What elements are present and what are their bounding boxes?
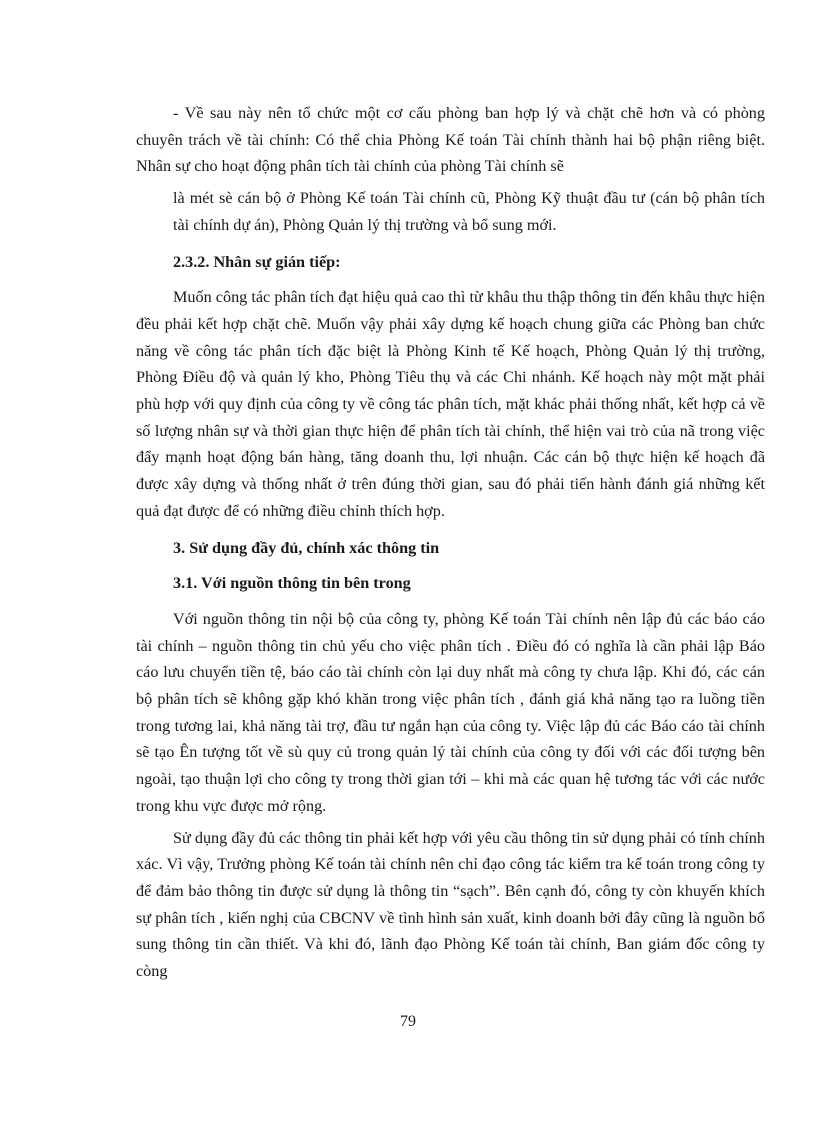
paragraph-accuracy: Sử dụng đầy đủ các thông tin phải kết hợp với yêu cầu thông tin sử dụng phải có tính chính xác. Vì vậy, Trưởng phòng Kế toán tài chính nên chỉ đạo công tác kiểm tra kế toán trong công ty để đảm bảo thông tin được sử dụng là thông tin “sạch”. Bên cạnh đó, công ty còn khuyến khích sự phân tích , kiến nghị của CBCNV về tình hình sản xuất, kinh doanh bởi đây cũng là nguồn bổ sung thông tin cần thiết. Và khi đó, lãnh đạo Phòng Kế toán tài chính, Ban giám đốc công ty còng <box>136 828 765 981</box>
paragraph-internal-reports: Với nguồn thông tin nội bộ của công ty, phòng Kế toán Tài chính nên lập đủ các báo cáo tài chính – nguồn thông tin chủ yếu cho việc phân tích . Điều đó có nghĩa là cần phải lập Báo cáo lưu chuyển tiền tệ, báo cáo tài chính còn lại duy nhất mà công ty chưa lập. Khi đó, các cán bộ phân tích sẽ không gặp khó khăn trong việc phân tích , đánh giá khả năng tạo ra luồng tiền trong tương lai, khả năng tài trợ, đầu tư ngắn hạn của công ty. Việc lập đủ các Báo cáo tài chính sẽ tạo Ên tượng tốt về sù quy củ trong quản lý tài chính của công ty đối với các đối tượng bên ngoài, tạo thuận lợi cho công ty trong thời gian tới – khi mà các quan hệ tương tác với các nước trong khu vực được mở rộng. <box>136 609 765 815</box>
paragraph-staff-sources: là mét sè cán bộ ở Phòng Kế toán Tài chính cũ, Phòng Kỹ thuật đầu tư (cán bộ phân tích tài chính dự án), Phòng Quản lý thị trường và bổ sung mới. <box>173 189 765 234</box>
page-number: 79 <box>400 1013 416 1030</box>
heading-use-information: 3. Sử dụng đầy đủ, chính xác thông tin <box>173 538 440 557</box>
paragraph-coordination: Muốn công tác phân tích đạt hiệu quả cao thì từ khâu thu thập thông tin đến khâu thực hiện đều phải kết hợp chặt chẽ. Muốn vậy phải xây dựng kế hoạch chung giữa các Phòng ban chức năng về công tác phân tích đặc biệt là Phòng Kinh tế Kế hoạch, Phòng Quản lý thị trường, Phòng Điều độ và quản lý kho, Phòng Tiêu thụ và các Chi nhánh. Kế hoạch này một mặt phải phù hợp với quy định của công ty về công tác phân tích, mặt khác phải thống nhất, kết hợp cả về số lượng nhân sự và thời gian thực hiện để phân tích tài chính, thể hiện vai trò của nã trong việc đẩy mạnh hoạt động bán hàng, tăng doanh thu, lợi nhuận. Các cán bộ thực hiện kế hoạch đã được xây dựng và thống nhất ở trên đúng thời gian, sau đó phải tiến hành đánh giá những kết quả đạt được để có những điều chỉnh thích hợp. <box>136 288 765 520</box>
heading-indirect-staff: 2.3.2. Nhân sự gián tiếp: <box>173 252 341 271</box>
document-page <box>136 100 765 985</box>
paragraph-restructure: - Về sau này nên tổ chức một cơ cấu phòng ban hợp lý và chặt chẽ hơn và có phòng chuyên trách về tài chính: Có thể chia Phòng Kế toán Tài chính thành hai bộ phận riêng biệt. Nhân sự cho hoạt động phân tích tài chính của phòng Tài chính sẽ <box>136 104 765 176</box>
heading-internal-sources: 3.1. Với nguồn thông tin bên trong <box>173 574 411 593</box>
